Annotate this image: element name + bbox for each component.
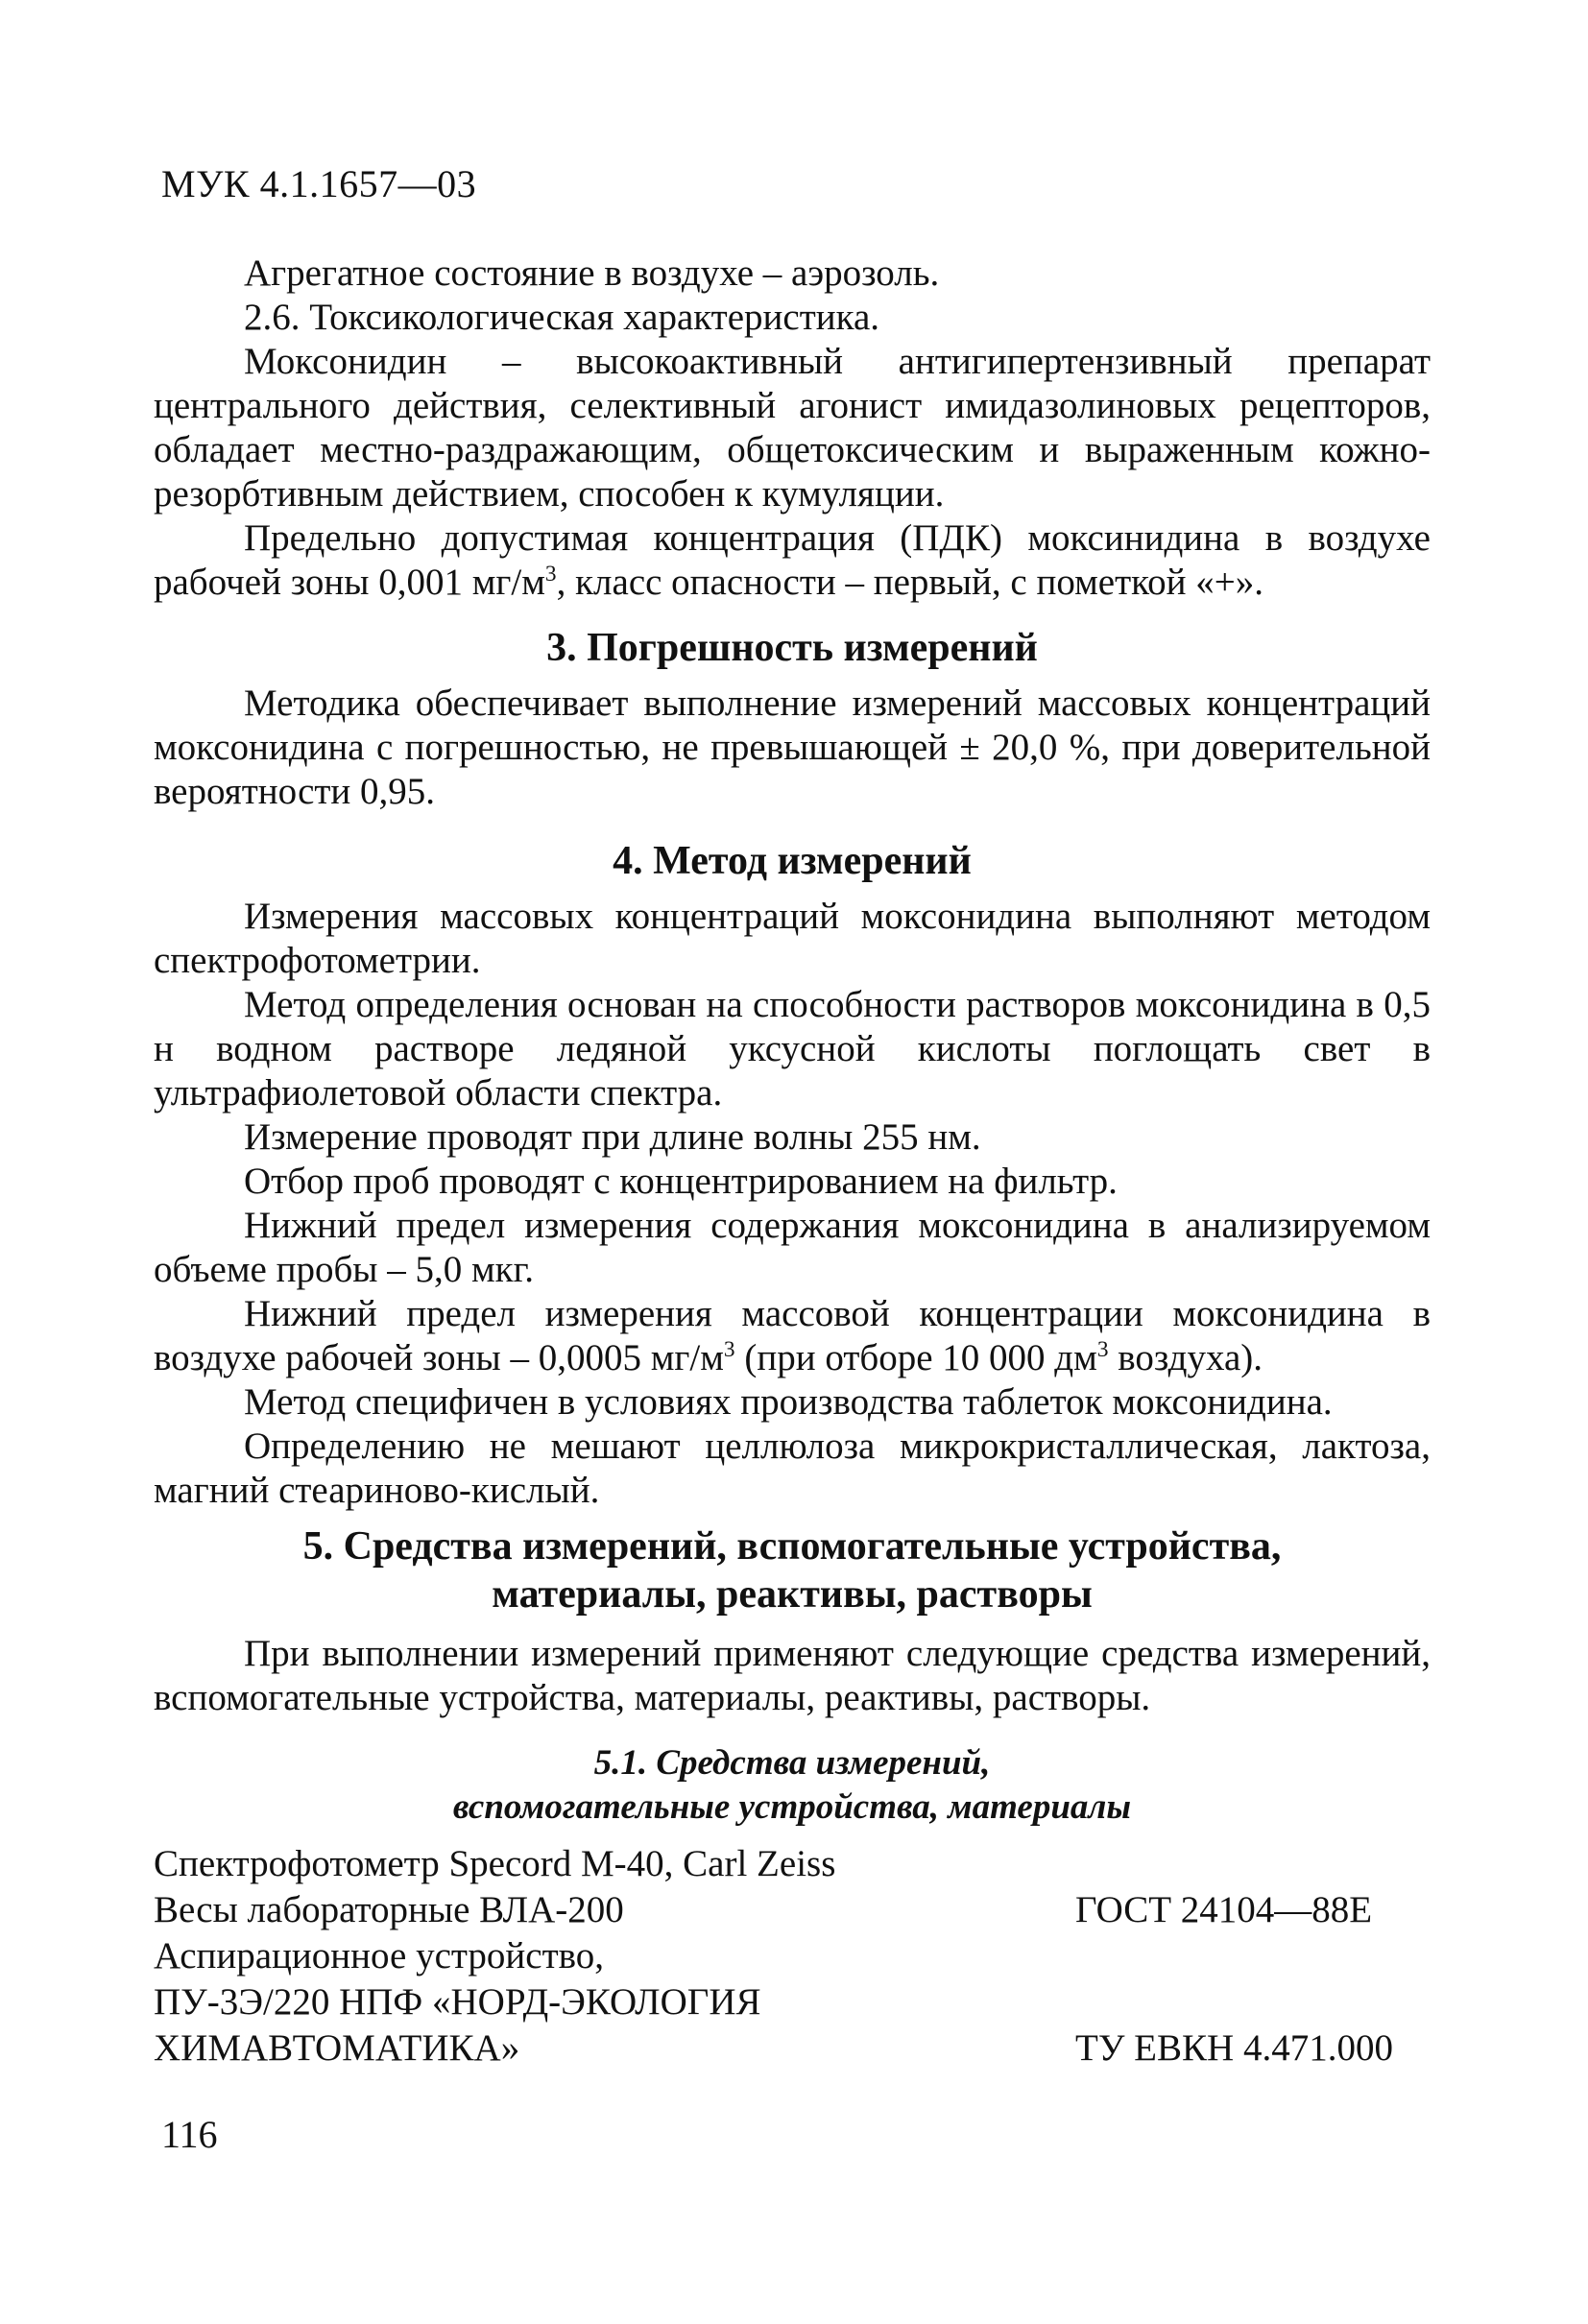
paragraph-aggregate-state: Агрегатное состояние в воздухе – аэрозоль. (244, 252, 940, 294)
section-4-paragraph-6 (154, 1292, 1431, 1380)
equipment-name: ХИМАВТОМАТИКА» (154, 2027, 520, 2069)
lower-limit-text-c: воздуха). (1108, 1337, 1263, 1378)
section-5-title-line-1: 5. Средства измерений, вспомогательные устройства, (302, 1524, 1282, 1569)
equipment-ref (1075, 1841, 1431, 1887)
page-number: 116 (161, 2113, 218, 2156)
mac-text-a: Предельно допустимая концентрация (ПДК) моксинидина в воздухе рабочей зоны 0,001 мг/м (154, 517, 1431, 603)
equipment-ref (1075, 1979, 1431, 2025)
section-4-paragraph-2: Метод определения основан на способности растворов моксонидина в 0,5 н водном растворе ледяной уксусной кислоты поглощать свет в ультрафиолетовой области спектра. (154, 984, 1431, 1114)
section-4-paragraph-8: Определению не мешают целлюлоза микрокристаллическая, лактоза, магний стеариново-кислый. (154, 1426, 1431, 1511)
paragraph-mac (154, 516, 1431, 605)
section-4 (154, 837, 1431, 1513)
section-4-paragraph-3: Измерение проводят при длине волны 255 нм. (244, 1116, 981, 1158)
intro-block (154, 252, 1431, 605)
section-4-paragraph-4: Отбор проб проводят с концентрированием на фильтр. (244, 1161, 1118, 1202)
subsection-5-1-title-line-1: 5.1. Средства измерений, (593, 1743, 991, 1783)
section-4-paragraph-1: Измерения массовых концентраций моксонидина выполняют методом спектрофотометрии. (154, 896, 1431, 981)
section-3 (154, 624, 1431, 814)
equipment-row (154, 1841, 1431, 1887)
lower-limit-sup-1: 3 (723, 1337, 735, 1362)
equipment-name: Аспирационное устройство, (154, 1935, 605, 1977)
paragraph-toxicology-description: Моксонидин – высокоактивный антигипертензивный препарат центрального действия, селективный агонист имидазолиновых рецепторов, обладает местно-раздражающим, общетоксическим и выраженным кожно-резорбтивным действием, способен к кумуляции. (154, 341, 1431, 515)
mac-text-b: , класс опасности – первый, с пометкой «+». (556, 562, 1263, 603)
equipment-name: ПУ-3Э/220 НПФ «НОРД-ЭКОЛОГИЯ (154, 1981, 761, 2023)
lower-limit-text-b: (при отборе 10 000 дм (734, 1337, 1097, 1378)
lower-limit-text-a: Нижний предел измерения массовой концентрации моксонидина в воздухе рабочей зоны – 0,0005 мг/м (154, 1293, 1431, 1378)
equipment-row (154, 1933, 1431, 1979)
mac-sup: 3 (544, 562, 557, 587)
document-code-header: МУК 4.1.1657—03 (161, 162, 477, 205)
paragraph-toxicology-heading: 2.6. Токсикологическая характеристика. (244, 297, 880, 338)
equipment-ref: ТУ ЕВКН 4.471.000 (1075, 2027, 1393, 2069)
equipment-row (154, 2025, 1431, 2072)
equipment-ref (1075, 1933, 1431, 1979)
equipment-name: Весы лабораторные ВЛА-200 (154, 1889, 624, 1930)
equipment-row (154, 1887, 1431, 1933)
section-5-title-line-2: материалы, реактивы, растворы (492, 1572, 1093, 1617)
equipment-name: Спектрофотометр Specord M-40, Carl Zeiss (154, 1843, 836, 1884)
section-3-paragraph: Методика обеспечивает выполнение измерений массовых концентраций моксонидина с погрешностью, не превышающей ± 20,0 %, при доверительной вероятности 0,95. (154, 683, 1431, 812)
section-4-title: 4. Метод измерений (613, 839, 972, 883)
equipment-list (154, 1841, 1431, 2072)
section-4-paragraph-7: Метод специфичен в условиях производства таблеток моксонидина. (244, 1381, 1333, 1423)
lower-limit-sup-2: 3 (1096, 1337, 1109, 1362)
section-4-paragraph-5: Нижний предел измерения содержания моксонидина в анализируемом объеме пробы – 5,0 мкг. (154, 1205, 1431, 1290)
subsection-5-1-title-line-2: вспомогательные устройства, материалы (452, 1787, 1132, 1827)
equipment-ref: ГОСТ 24104—88Е (1075, 1889, 1373, 1930)
section-5-paragraph: При выполнении измерений применяют следующие средства измерений, вспомогательные устройства, материалы, реактивы, растворы. (154, 1633, 1431, 1718)
section-3-title: 3. Погрешность измерений (546, 626, 1038, 670)
section-5 (154, 1522, 1431, 2072)
equipment-row (154, 1979, 1431, 2025)
